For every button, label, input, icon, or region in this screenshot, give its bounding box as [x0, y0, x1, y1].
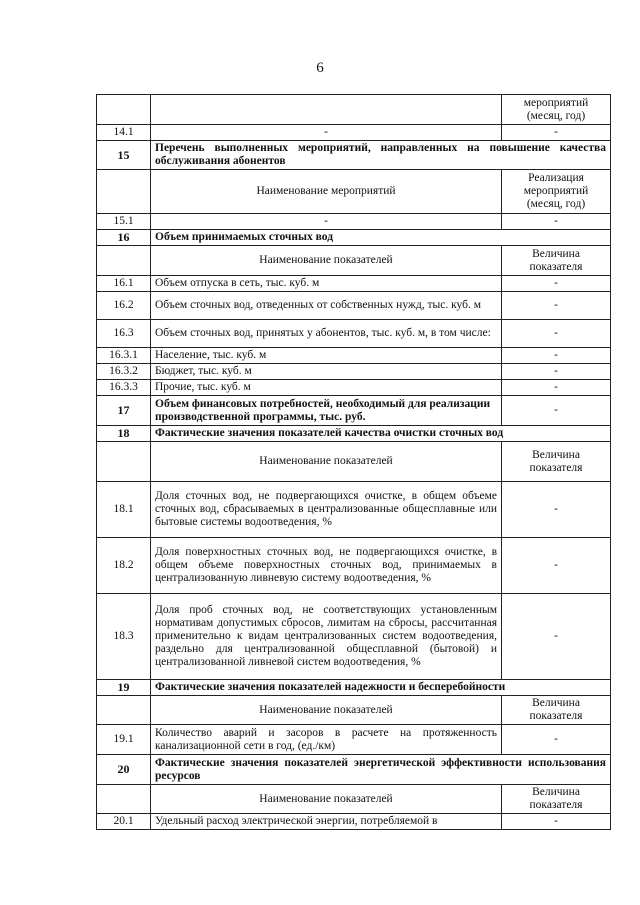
- column-header-name: Наименование показателей: [151, 442, 502, 482]
- table-row: [97, 348, 611, 364]
- row-number: 18.3: [97, 594, 151, 680]
- row-number: 15.1: [97, 214, 151, 230]
- header-row: [97, 246, 611, 276]
- column-header-value: Величина показателя: [502, 785, 611, 814]
- section-row: [97, 680, 611, 696]
- row-text: Прочие, тыс. куб. м: [151, 380, 502, 396]
- row-text: Удельный расход электрической энергии, потребляемой в: [151, 814, 502, 830]
- header-row: [97, 170, 611, 214]
- row-number: 14.1: [97, 125, 151, 141]
- section-number: 18: [97, 426, 151, 442]
- row-value: -: [502, 292, 611, 320]
- row-number: 16.3.3: [97, 380, 151, 396]
- row-text: Объем отпуска в сеть, тыс. куб. м: [151, 276, 502, 292]
- row-number: 16.2: [97, 292, 151, 320]
- section-row: [97, 396, 611, 426]
- row-text: -: [151, 214, 502, 230]
- row-number: 16.3.1: [97, 348, 151, 364]
- row-text: Бюджет, тыс. куб. м: [151, 364, 502, 380]
- section-title: Объем принимаемых сточных вод: [151, 230, 611, 246]
- section-number: 19: [97, 680, 151, 696]
- table-row: [97, 320, 611, 348]
- table-row: [97, 380, 611, 396]
- table-row: [97, 292, 611, 320]
- section-title: Фактические значения показателей энергетической эффективности использования ресурсов: [151, 755, 611, 785]
- row-value: -: [502, 276, 611, 292]
- row-value: мероприятий (месяц, год): [502, 95, 611, 125]
- column-header-value: Величина показателя: [502, 696, 611, 725]
- table-row: [97, 538, 611, 594]
- row-value: -: [502, 348, 611, 364]
- row-number: 16.3.2: [97, 364, 151, 380]
- column-header-name: Наименование показателей: [151, 246, 502, 276]
- section-number: 17: [97, 396, 151, 426]
- row-text: -: [151, 125, 502, 141]
- table-row: [97, 214, 611, 230]
- empty-cell: [97, 246, 151, 276]
- empty-cell: [97, 170, 151, 214]
- section-title: Объем финансовых потребностей, необходимый для реализации производственной программы, тыс. руб.: [151, 396, 502, 426]
- row-text: Объем сточных вод, отведенных от собственных нужд, тыс. куб. м: [151, 292, 502, 320]
- table-row: [97, 95, 611, 125]
- table-row: [97, 125, 611, 141]
- section-row: [97, 755, 611, 785]
- row-number: 16.1: [97, 276, 151, 292]
- table-row: [97, 725, 611, 755]
- row-text: Доля сточных вод, не подвергающихся очистке, в общем объеме сточных вод, сбрасываемых в централизованные общесплавные или бытовые системы водоотведения, %: [151, 482, 502, 538]
- header-row: [97, 785, 611, 814]
- column-header-name: Наименование показателей: [151, 785, 502, 814]
- column-header-name: Наименование показателей: [151, 696, 502, 725]
- row-value: -: [502, 538, 611, 594]
- section-title: Фактические значения показателей надежности и бесперебойности: [151, 680, 611, 696]
- row-value: -: [502, 482, 611, 538]
- report-table: [96, 94, 611, 830]
- row-text: Доля проб сточных вод, не соответствующих установленным нормативам допустимых сбросов, лимитам на сбросы, рассчитанная применительно к видам централизованных систем водоотведения, раздельно для централизованной общесплавной (бытовой) и централизованной ливневой систем водоотведения, %: [151, 594, 502, 680]
- column-header-value: Реализация мероприятий (месяц, год): [502, 170, 611, 214]
- row-number: 19.1: [97, 725, 151, 755]
- row-value: -: [502, 814, 611, 830]
- row-number: 18.2: [97, 538, 151, 594]
- row-value: -: [502, 364, 611, 380]
- row-text: Население, тыс. куб. м: [151, 348, 502, 364]
- section-number: 16: [97, 230, 151, 246]
- row-number: 16.3: [97, 320, 151, 348]
- column-header-value: Величина показателя: [502, 442, 611, 482]
- empty-cell: [97, 696, 151, 725]
- row-value: -: [502, 396, 611, 426]
- row-text: Объем сточных вод, принятых у абонентов, тыс. куб. м, в том числе:: [151, 320, 502, 348]
- row-value: -: [502, 214, 611, 230]
- table-row: [97, 364, 611, 380]
- empty-cell: [97, 442, 151, 482]
- row-value: -: [502, 320, 611, 348]
- table-row: [97, 276, 611, 292]
- row-number: 20.1: [97, 814, 151, 830]
- section-title: Фактические значения показателей качества очистки сточных вод: [151, 426, 611, 442]
- row-text: [151, 95, 502, 125]
- column-header-value: Величина показателя: [502, 246, 611, 276]
- section-number: 15: [97, 141, 151, 170]
- section-row: [97, 426, 611, 442]
- section-number: 20: [97, 755, 151, 785]
- table-row: [97, 814, 611, 830]
- page-number: 6: [316, 60, 324, 76]
- row-value: -: [502, 725, 611, 755]
- row-value: -: [502, 125, 611, 141]
- section-row: [97, 230, 611, 246]
- row-number: 18.1: [97, 482, 151, 538]
- column-header-name: Наименование мероприятий: [151, 170, 502, 214]
- header-row: [97, 696, 611, 725]
- header-row: [97, 442, 611, 482]
- row-number: [97, 95, 151, 125]
- section-title: Перечень выполненных мероприятий, направленных на повышение качества обслуживания абонентов: [151, 141, 611, 170]
- row-value: -: [502, 594, 611, 680]
- row-text: Количество аварий и засоров в расчете на протяженность канализационной сети в год, (ед./км): [151, 725, 502, 755]
- table-row: [97, 482, 611, 538]
- table-row: [97, 594, 611, 680]
- section-row: [97, 141, 611, 170]
- empty-cell: [97, 785, 151, 814]
- row-value: -: [502, 380, 611, 396]
- row-text: Доля поверхностных сточных вод, не подвергающихся очистке, в общем объеме поверхностных сточных вод, принимаемых в централизованную ливневую систему водоотведения, %: [151, 538, 502, 594]
